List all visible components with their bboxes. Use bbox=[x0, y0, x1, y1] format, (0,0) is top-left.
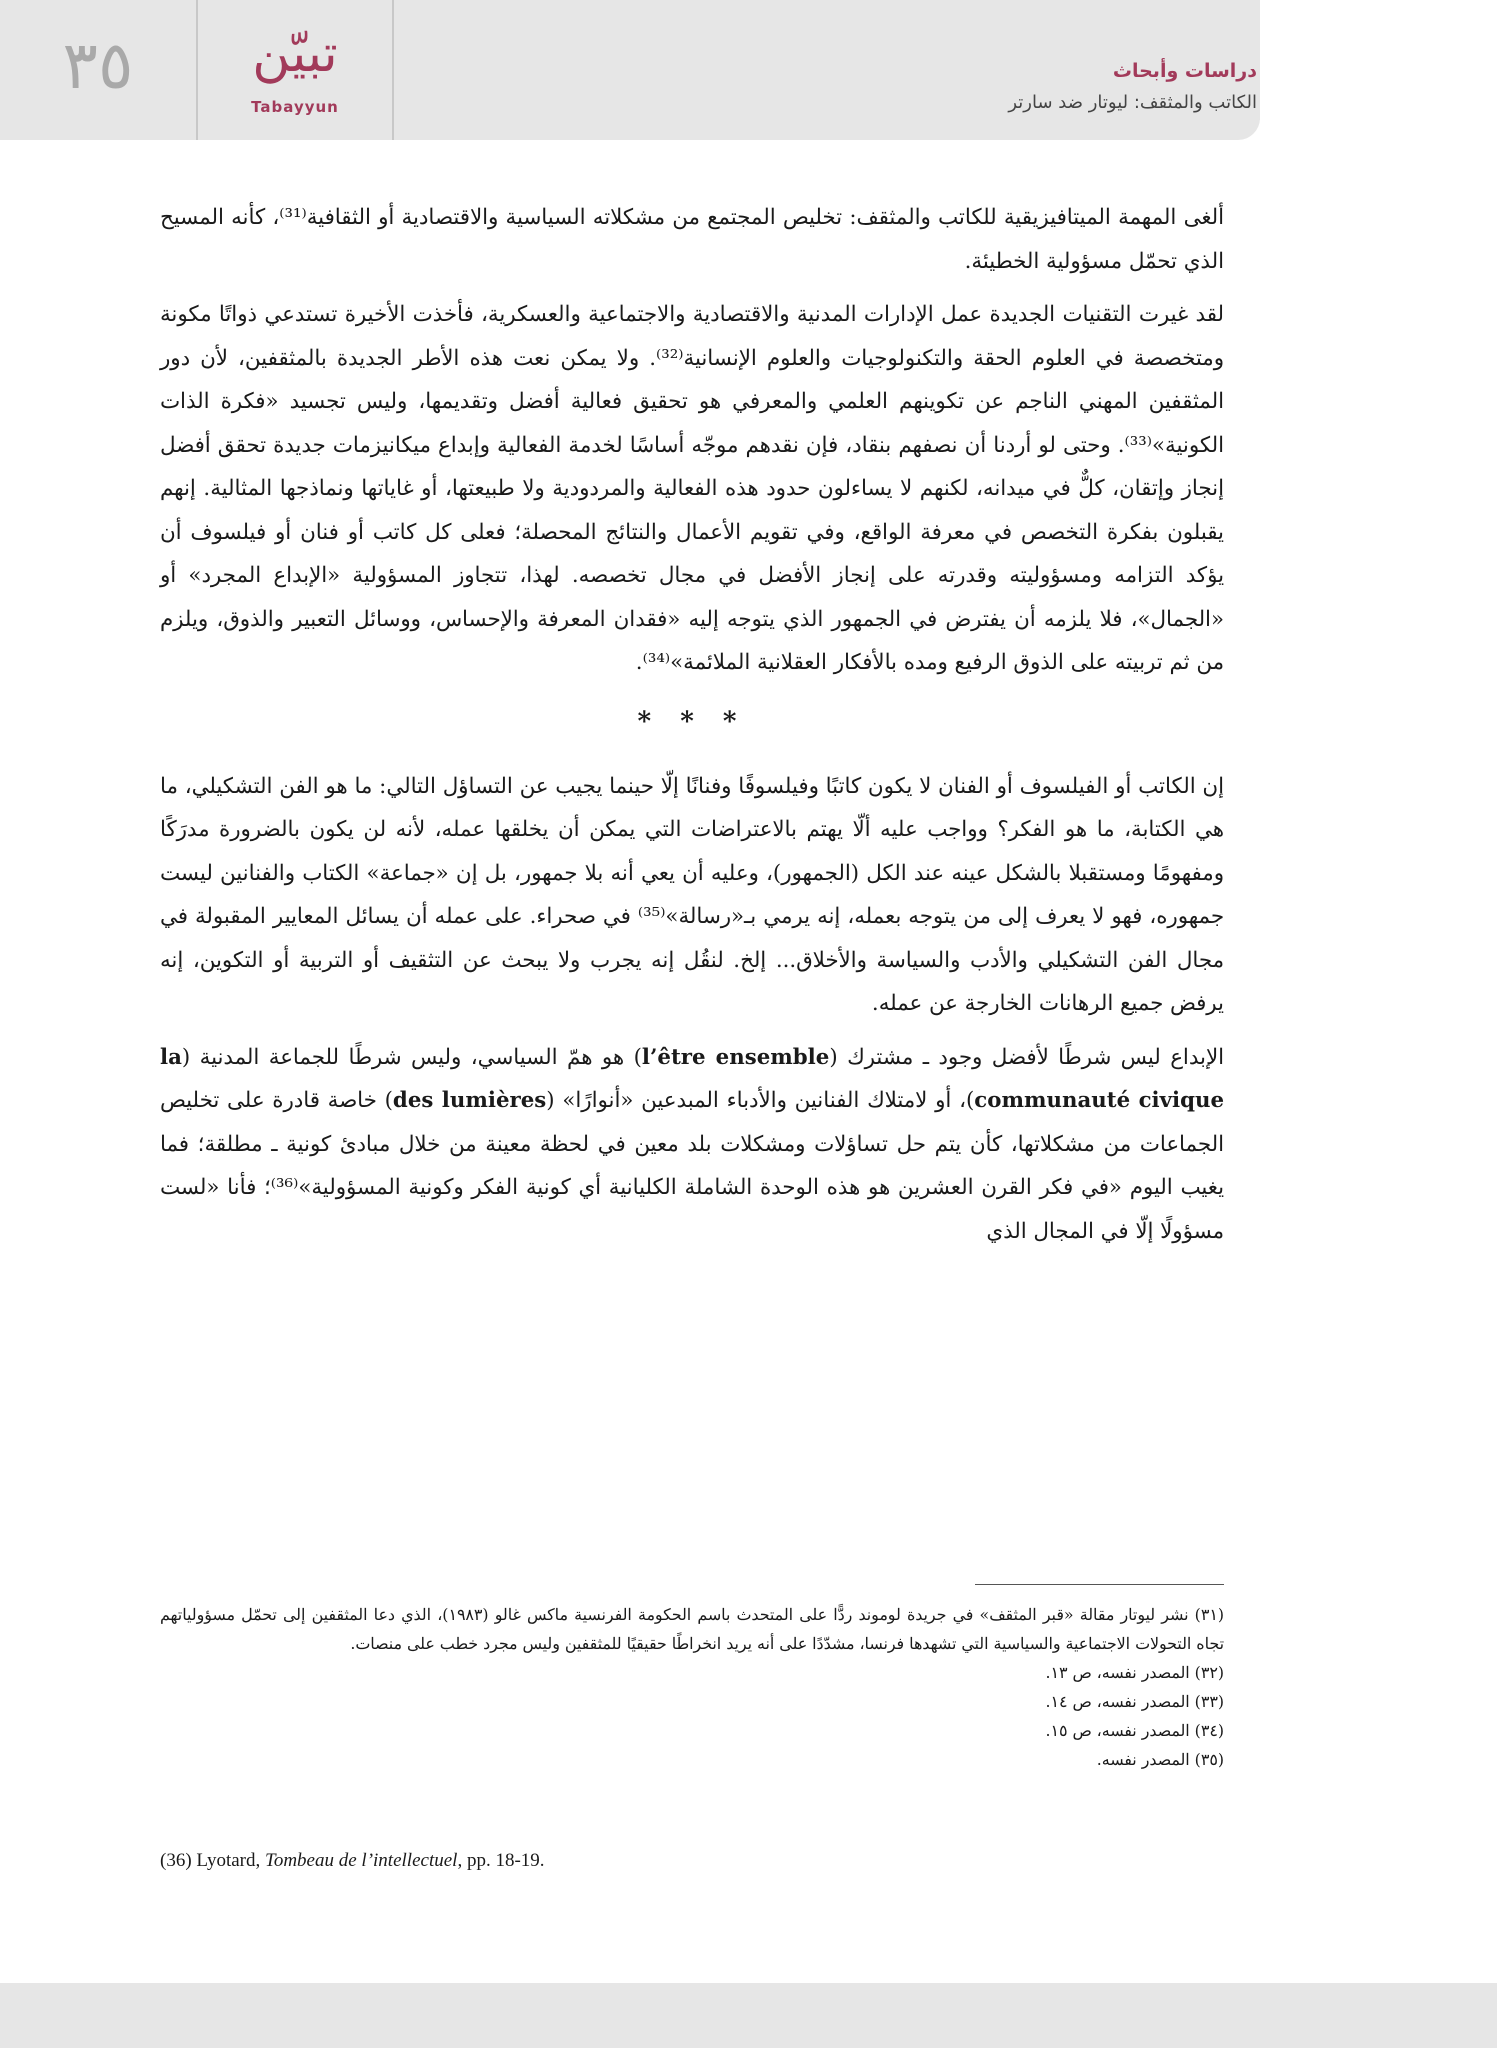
paragraph-4 bbox=[160, 1036, 1224, 1254]
header-divider bbox=[196, 0, 198, 140]
footnote-33: (٣٣) المصدر نفسه، ص ١٤. bbox=[1045, 1692, 1224, 1711]
logo-divider bbox=[392, 0, 394, 140]
page-number: ٣٥ bbox=[62, 26, 134, 104]
french-term-communaute-civique: la communauté civique bbox=[160, 1044, 1225, 1113]
journal-logo bbox=[200, 0, 392, 140]
paragraph-4-part-d: ) خاصة قادرة على تخليص الجماعات من مشكلاتها، كأن يتم حل تساؤلات ومشكلات بلد معين في لحظة معينة من خلال مبادئ كونية ـ مطلقة؛ فما يغيب اليوم «في فكر القرن العشرين هو هذه الوحدة الشاملة الكليانية أي كونية الفكر وكونية المسؤولية»⁽³⁶⁾؛ فأنا «لست مسؤولًا إلّا في المجال الذي bbox=[160, 1088, 1225, 1244]
french-term-lumieres: des lumières bbox=[392, 1088, 547, 1113]
paragraph-2: لقد غيرت التقنيات الجديدة عمل الإدارات المدنية والاقتصادية والاجتماعية والعسكرية، فأخذت الأخيرة تستدعي ذواتًا مكونة ومتخصصة في العلوم الحقة والتكنولوجيات والعلوم الإنسانية⁽³²⁾. ولا يمكن نعت هذه الأطر الجديدة بالمثقفين، لأن دور المثقفين المهني الناجم عن تكوينهم العلمي والمعرفي هو تحقيق فعالية أفضل وتقديمها، وليس تجسيد «فكرة الذات الكونية»⁽³³⁾. وحتى لو أردنا أن نصفهم بنقاد، فإن نقدهم موجّه أساسًا لخدمة الفعالية وإبداع ميكانيزمات جديدة تحقق أفضل إنجاز وإتقان، كلٌّ في ميدانه، لكنهم لا يساءلون حدود هذه الفعالية والمردودية ولا طبيعتها، أو غاياتها ونماذجها المثالية. إنهم يقبلون بفكرة التخصص في معرفة الواقع، وفي تقويم الأعمال والنتائج المحصلة؛ فعلى كل كاتب أو فنان أو فيلسوف أن يؤكد التزامه ومسؤوليته وقدرته على إنجاز الأفضل في مجال تخصصه. لهذا، تتجاوز المسؤولية «الإبداع المجرد» أو «الجمال»، فلا يلزمه أن يفترض في الجمهور الذي يتوجه إليه «فقدان المعرفة والإحساس، ووسائل التعبير والذوق، ويلزم من ثم تربيته على الذوق الرفيع ومده بالأفكار العقلانية الملائمة»⁽³⁴⁾. bbox=[160, 302, 1224, 675]
article-running-title: الكاتب والمثقف: ليوتار ضد سارتر bbox=[1008, 92, 1257, 113]
footnotes bbox=[160, 1600, 1224, 1774]
footnote-36-title: Tombeau de l’intellectuel bbox=[265, 1850, 458, 1871]
paragraph-4-part-b: ) هو همّ السياسي، وليس شرطًا للجماعة المدنية ( bbox=[181, 1044, 642, 1070]
footnote-36-suffix: , pp. 18-19. bbox=[457, 1850, 545, 1871]
footnote-34: (٣٤) المصدر نفسه، ص ١٥. bbox=[1045, 1721, 1224, 1740]
footnote-32: (٣٢) المصدر نفسه، ص ١٣. bbox=[1045, 1663, 1224, 1682]
section-title: دراسات وأبحاث bbox=[1112, 60, 1257, 82]
paragraph-4-part-c: )، أو لامتلاك الفنانين والأدباء المبدعين «أنوارًا» ( bbox=[546, 1088, 975, 1113]
paragraph-3: إن الكاتب أو الفيلسوف أو الفنان لا يكون كاتبًا وفيلسوفًا وفنانًا إلّا حينما يجيب عن التساؤل التالي: ما هو الفن التشكيلي، ما هي الكتابة، ما هو الفكر؟ وواجب عليه ألّا يهتم بالاعتراضات التي يمكن أن يخلقها عمله، لأنه لن يكون بالضرورة مدرَكًا ومفهومًا ومستقبلا بالشكل عينه عند الكل (الجمهور)، وعليه أن يعي أنه بلا جمهور، بل إن «جماعة» الكتاب والفنانين ليست جمهوره، فهو لا يعرف إلى من يتوجه بعمله، إنه يرمي بـ«رسالة»⁽³⁵⁾ في صحراء. على عمله أن يسائل المعايير المقبولة في مجال الفن التشكيلي والأدب والسياسة والأخلاق... إلخ. لنقُل إنه يجرب ولا يبحث عن التثقيف أو التربية أو التكوين، إنه يرفض جميع الرهانات الخارجة عن عمله. bbox=[160, 773, 1224, 1016]
footer-band bbox=[0, 1983, 1497, 2048]
logo-arabic-text: تبيّن bbox=[252, 24, 338, 84]
page-number-box bbox=[0, 0, 196, 140]
section-separator: * * * bbox=[637, 706, 747, 737]
footnote-35: (٣٥) المصدر نفسه. bbox=[1096, 1750, 1224, 1769]
paragraph-4-part-a: الإبداع ليس شرطًا لأفضل وجود ـ مشترك ( bbox=[829, 1044, 1225, 1070]
logo-latin-text: Tabayyun bbox=[251, 98, 339, 116]
paragraph-1: ألغى المهمة الميتافيزيقية للكاتب والمثقف: تخليص المجتمع من مشكلاته السياسية والاقتصادية أو الثقافية⁽³¹⁾، كأنه المسيح الذي تحمّل مسؤولية الخطيئة. bbox=[160, 205, 1224, 274]
footnote-36-prefix: (36) Lyotard, bbox=[160, 1850, 266, 1871]
footnote-36 bbox=[160, 1850, 545, 1872]
footnote-rule bbox=[975, 1584, 1224, 1585]
article-body bbox=[160, 196, 1224, 1263]
footnote-31: (٣١) نشر ليوتار مقالة «قبر المثقف» في جريدة لوموند ردًّا على المتحدث باسم الحكومة الفرنسية ماكس غالو (١٩٨٣)، الذي دعا المثقفين إلى تحمّل مسؤولياتهم تجاه التحولات الاجتماعية والسياسية التي تشهدها فرنسا، مشدّدًا على أنه يريد انخراطًا حقيقيًا للمثقفين وليس مجرد خطب على منصات. bbox=[160, 1605, 1224, 1653]
french-term-etre-ensemble: l’être ensemble bbox=[641, 1044, 830, 1070]
